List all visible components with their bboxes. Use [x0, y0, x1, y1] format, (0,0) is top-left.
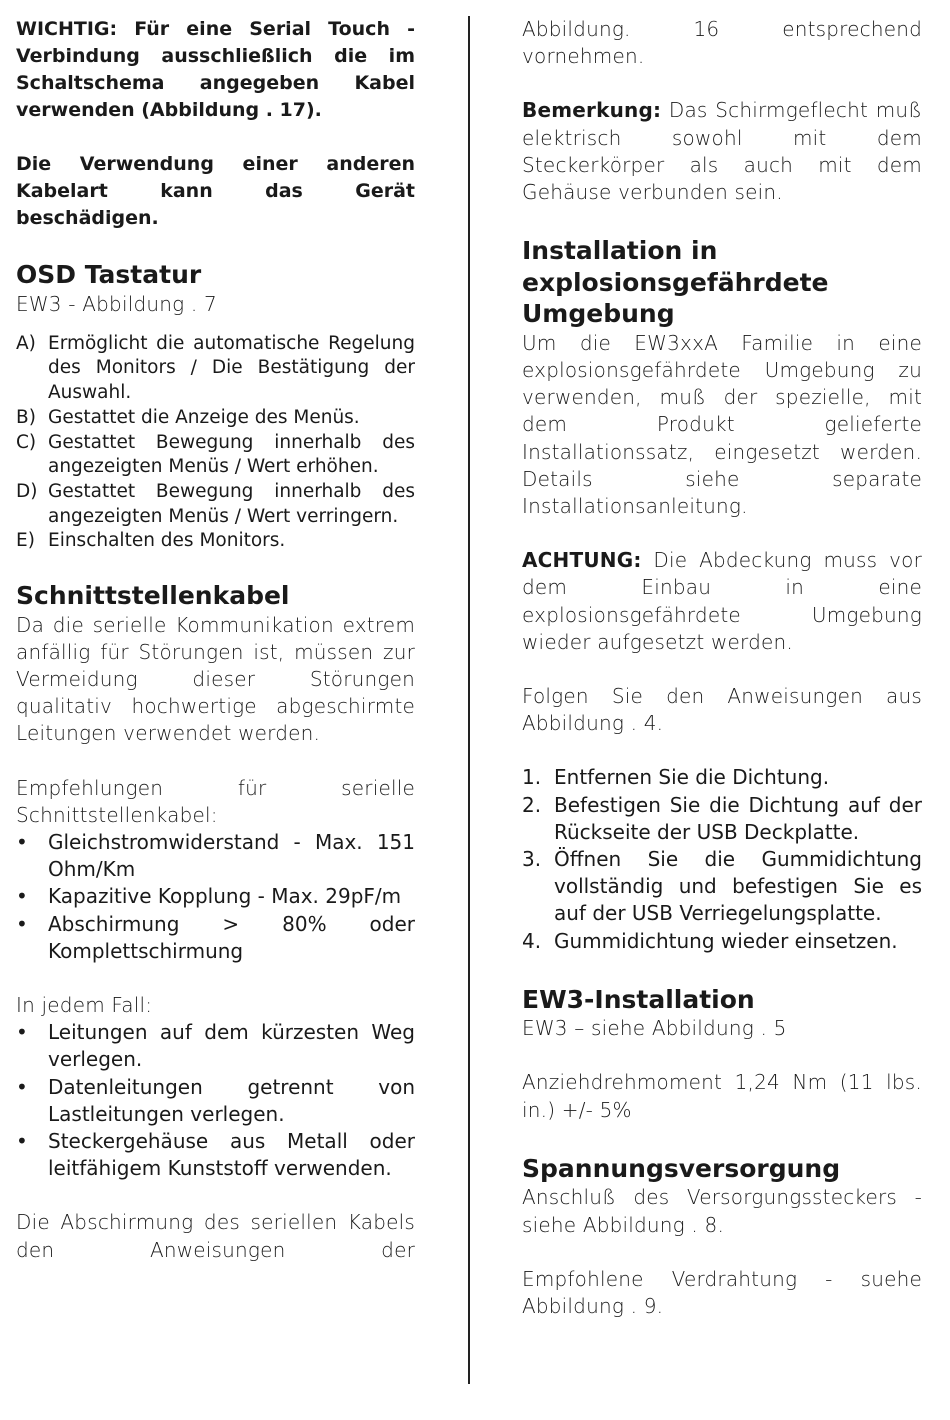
- list-item: [16, 1074, 415, 1128]
- list-item-text: Entfernen Sie die Dichtung.: [554, 765, 830, 790]
- cable-intro-paragraph: Da die serielle Kommunikation extrem anfällig für Störungen ist, müssen zur Vermeidung dieser Störungen qualitativ hochwertige abgeschirmte Leitungen verwendet werden.: [16, 612, 415, 746]
- note-label: Bemerkung:: [522, 98, 662, 123]
- list-item-text: Leitungen auf dem kürzesten Weg verlegen.: [48, 1020, 415, 1072]
- list-item: [522, 764, 922, 791]
- right-column: [522, 16, 922, 1320]
- left-column: [16, 16, 415, 1264]
- list-marker: E): [16, 530, 35, 552]
- heading-schnittstellenkabel: Schnittstellenkabel: [16, 581, 290, 611]
- note-paragraph: [522, 97, 922, 206]
- list-item: [16, 883, 415, 910]
- recommendations-list: [16, 829, 415, 965]
- note-text: Das Schirmgeflecht muß elektrisch sowohl mit dem Steckerkörper als auch mit dem Gehäuse verbunden sein.: [522, 98, 922, 205]
- heading-explosion-installation: Installation in explosionsgefährdete Umgebung: [522, 236, 829, 329]
- list-item: [16, 829, 415, 883]
- bullet-marker: •: [16, 884, 28, 909]
- step-number: 1.: [522, 765, 542, 790]
- list-item-text: Kapazitive Kopplung - Max. 29pF/m: [48, 884, 402, 909]
- recommendations-intro: Empfehlungen für serielle Schnittstellenkabel:: [16, 775, 415, 827]
- caution-text: Die Abdeckung muss vor dem Einbau in eine explosionsgefährdete Umgebung wieder aufgesetzt werden.: [522, 548, 922, 654]
- bullet-marker: •: [16, 911, 28, 936]
- bullet-marker: •: [16, 1020, 28, 1045]
- shield-paragraph-end: Abbildung. 16 entsprechend vornehmen.: [522, 17, 922, 69]
- list-item-text: Gestattet Bewegung innerhalb des angezeigten Menüs / Wert verringern.: [48, 480, 415, 527]
- step-number: 2.: [522, 792, 542, 817]
- list-item: [16, 1128, 415, 1182]
- ew3-subtitle: EW3 – siehe Abbildung . 5: [522, 1016, 787, 1041]
- list-item: [522, 928, 922, 955]
- caution-label: ACHTUNG:: [522, 548, 642, 573]
- list-marker: C): [16, 431, 37, 453]
- explosion-paragraph: Um die EW3xxA Familie in eine explosionsgefährdete Umgebung zu verwenden, muß der spezielle, mit dem Produkt gelieferte Installationssatz, eingesetzt werden. Details siehe separate Installationsanleitung.: [522, 330, 922, 518]
- power-paragraph-2: Empfohlene Verdrahtung - suehe Abbildung . 9.: [522, 1266, 922, 1318]
- osd-list: [16, 332, 415, 554]
- warning-serial-touch: WICHTIG: Für eine Serial Touch - Verbindung ausschließlich die im Schaltschema angegeben Kabel verwenden (Abbildung . 17).: [16, 18, 415, 121]
- torque-paragraph: Anziehdrehmoment 1,24 Nm (11 lbs. in.) +/- 5%: [522, 1070, 922, 1122]
- osd-subtitle: EW3 - Abbildung . 7: [16, 291, 217, 316]
- bullet-marker: •: [16, 829, 28, 854]
- list-item-text: Gleichstromwiderstand - Max. 151 Ohm/Km: [48, 829, 415, 882]
- step-number: 4.: [522, 928, 542, 953]
- heading-ew3-installation: EW3-Installation: [522, 984, 755, 1014]
- caution-paragraph: [522, 547, 922, 656]
- follow-instructions-paragraph: Folgen Sie den Anweisungen aus Abbildung . 4.: [522, 683, 922, 736]
- step-number: 3.: [522, 846, 542, 871]
- list-marker: D): [16, 480, 38, 502]
- heading-spannungsversorgung: Spannungsversorgung: [522, 1153, 841, 1183]
- list-item: [16, 431, 415, 480]
- list-item-text: Datenleitungen getrennt von Lastleitungen verlegen.: [48, 1074, 415, 1126]
- list-item: [16, 332, 415, 406]
- list-item: [522, 792, 922, 846]
- list-item-text: Einschalten des Monitors.: [48, 530, 286, 552]
- list-item-text: Gestattet die Anzeige des Menüs.: [48, 406, 360, 428]
- list-item-text: Ermöglicht die automatische Regelung des Monitors / Die Bestätigung der Auswahl.: [48, 332, 415, 404]
- list-item: [16, 1019, 415, 1073]
- power-paragraph-1: Anschluß des Versorgungssteckers - siehe Abbildung . 8.: [522, 1185, 922, 1237]
- always-intro: In jedem Fall:: [16, 992, 153, 1017]
- list-item: [16, 911, 415, 965]
- list-item-text: Öffnen Sie die Gummidichtung vollständig und befestigen Sie es auf der USB Verriegelungsplatte.: [554, 846, 922, 926]
- list-item: [16, 406, 415, 431]
- list-item-text: Gestattet Bewegung innerhalb des angezeigten Menüs / Wert erhöhen.: [48, 431, 415, 478]
- installation-steps-list: [522, 764, 922, 954]
- shield-paragraph-start: Die Abschirmung des seriellen Kabels den Anweisungen der: [16, 1210, 415, 1262]
- list-item: [16, 529, 415, 554]
- heading-osd-tastatur: OSD Tastatur: [16, 260, 202, 289]
- list-item: [16, 480, 415, 529]
- list-marker: A): [16, 332, 36, 354]
- column-divider: [468, 16, 470, 1384]
- list-item-text: Steckergehäuse aus Metall oder leitfähigem Kunststoff verwenden.: [48, 1128, 415, 1181]
- list-item-text: Befestigen Sie die Dichtung auf der Rückseite der USB Deckplatte.: [554, 792, 922, 844]
- list-item-text: Gummidichtung wieder einsetzen.: [554, 928, 898, 953]
- list-item: [522, 846, 922, 928]
- bullet-marker: •: [16, 1128, 28, 1153]
- list-marker: B): [16, 406, 36, 428]
- list-item-text: Abschirmung > 80% oder Komplettschirmung: [48, 911, 415, 963]
- bullet-marker: •: [16, 1074, 28, 1099]
- warning-cable-type: Die Verwendung einer anderen Kabelart kann das Gerät beschädigen.: [16, 153, 415, 229]
- always-list: [16, 1019, 415, 1182]
